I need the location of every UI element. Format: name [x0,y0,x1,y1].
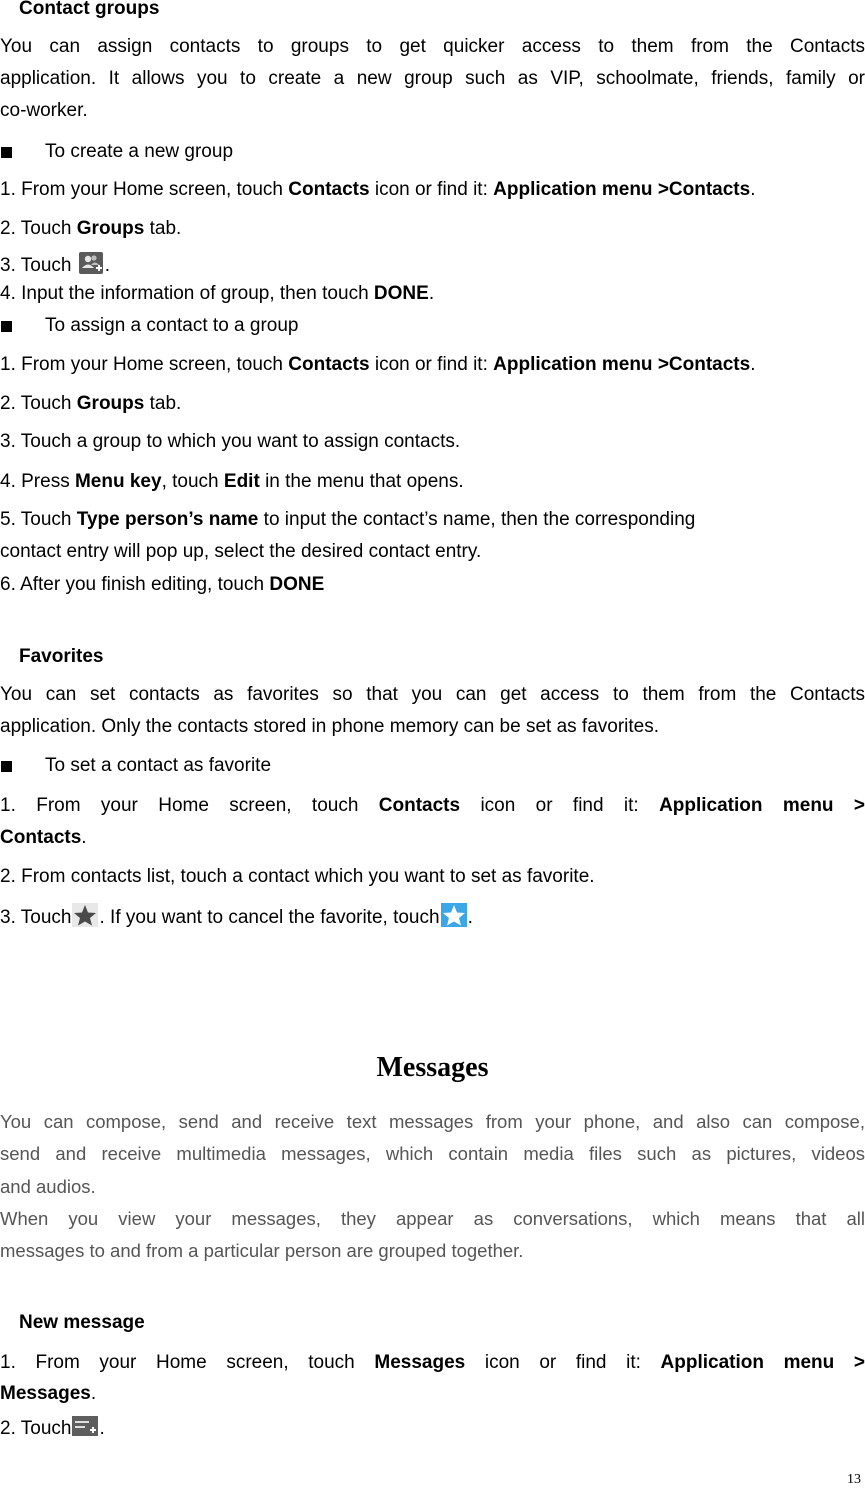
step-line: 3. Touch . [0,251,865,278]
para-line: and audios. [0,1176,96,1197]
bullet-text: To set a contact as favorite [45,755,272,776]
heading-contact-groups: Contact groups [19,0,160,19]
step-line: contact entry will pop up, select the desired contact entry. [0,541,482,562]
heading-new-message: New message [19,1312,145,1333]
bullet-square [1,761,12,772]
step-line: 2. From contacts list, touch a contact which you want to set as favorite. [0,866,595,887]
bullet-assign-contact [0,314,865,338]
para-line: send and receive multimedia messages, which contain media files such as pictures, videos [0,1143,865,1164]
step-line: 6. After you finish editing, touch DONE [0,574,325,595]
para-line: You can assign contacts to groups to get quicker access to them from the Contacts [0,36,865,57]
heading-favorites: Favorites [19,646,104,667]
step-line: 3. Touch . If you want to cancel the favorite, touch . [0,903,865,930]
step-line: 4. Press Menu key, touch Edit in the menu that opens. [0,471,464,492]
para-line: When you view your messages, they appear as conversations, which means that all [0,1208,865,1229]
step-line: Contacts. [0,827,87,848]
para-line: messages to and from a particular person are grouped together. [0,1240,524,1261]
bullet-square [1,321,12,332]
bullet-set-favorite [0,754,865,778]
step-line: 1. From your Home screen, touch Contacts icon or find it: Application menu > [0,795,865,816]
section-title-messages: Messages [376,1052,489,1083]
para-line: You can compose, send and receive text messages from your phone, and also can compose, [0,1111,865,1132]
para-line: application. Only the contacts stored in phone memory can be set as favorites. [0,716,660,737]
bullet-square [1,147,12,158]
step-line: 1. From your Home screen, touch Messages icon or find it: Application menu > [0,1352,865,1373]
step-line: 2. Touch . [0,1414,865,1441]
step-line: 1. From your Home screen, touch Contacts icon or find it: Application menu >Contacts. [0,354,756,375]
step-line: 4. Input the information of group, then touch DONE. [0,283,435,304]
step-line: Messages. [0,1383,97,1404]
bullet-text: To create a new group [45,141,234,162]
para-line: You can set contacts as favorites so that you can get access to them from the Contacts [0,684,865,705]
star-outline-icon [441,903,467,927]
star-filled-icon [72,903,98,927]
step-line: 5. Touch Type person’s name to input the contact’s name, then the corresponding [0,509,696,530]
step-line: 1. From your Home screen, touch Contacts icon or find it: Application menu >Contacts. [0,179,756,200]
new-message-icon [72,1414,98,1438]
bullet-text: To assign a contact to a group [45,315,299,336]
step-line: 2. Touch Groups tab. [0,393,182,414]
page-number: 13 [847,1472,861,1487]
para-line: application. It allows you to create a new group such as VIP, schoolmate, friends, family or [0,68,865,89]
step-line: 2. Touch Groups tab. [0,218,182,239]
para-line: co-worker. [0,100,88,121]
add-group-icon [78,251,104,275]
bullet-create-group [0,140,865,164]
step-line: 3. Touch a group to which you want to assign contacts. [0,431,461,452]
